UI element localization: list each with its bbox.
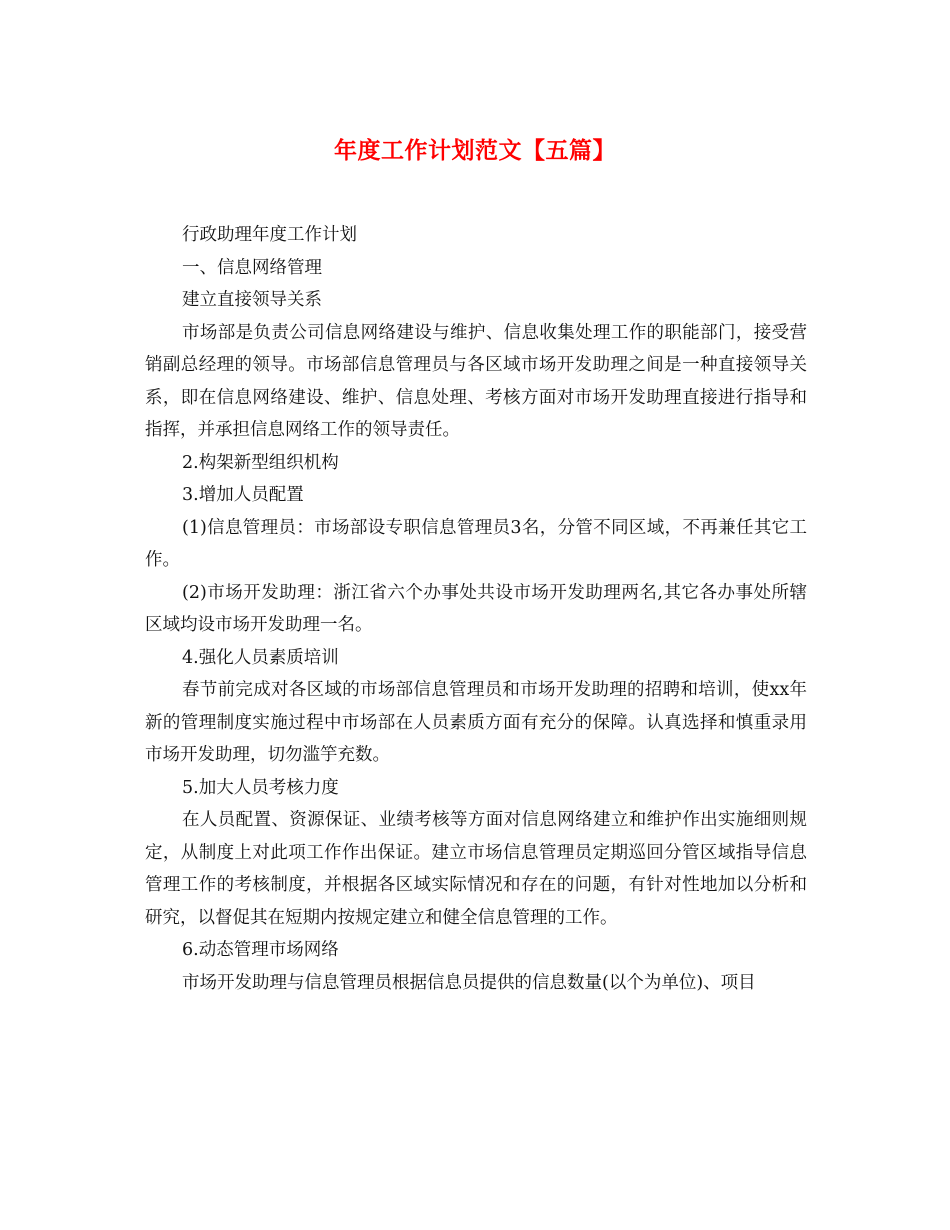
body-paragraph: 6.动态管理市场网络 bbox=[182, 940, 339, 960]
body-paragraph: 在人员配置、资源保证、业绩考核等方面对信息网络建立和维护作出实施细则规定，从制度上对此项工作作出保证。建立市场信息管理员定期巡回分管区域指导信息管理工作的考核制度，并根据各区域实际情况和存在的问题，有针对性地加以分析和研究，以督促其在短期内按规定建立和健全信息管理的工作。 bbox=[145, 810, 807, 928]
body-paragraph: 市场开发助理与信息管理员根据信息员提供的信息数量(以个为单位)、项目 bbox=[182, 972, 756, 993]
body-paragraph: (2)市场开发助理：浙江省六个办事处共设市场开发助理两名,其它各办事处所辖区域均设市场开发助理一名。 bbox=[145, 582, 807, 635]
body-paragraph: 春节前完成对各区域的市场部信息管理员和市场开发助理的招聘和培训，使xx年新的管理制度实施过程中市场部在人员素质方面有充分的保障。认真选择和慎重录用市场开发助理，切勿滥竽充数。 bbox=[145, 680, 807, 765]
body-paragraph: 4.强化人员素质培训 bbox=[182, 647, 339, 668]
body-paragraph: 2.构架新型组织机构 bbox=[182, 452, 339, 473]
body-paragraph: 3.增加人员配置 bbox=[182, 485, 304, 505]
body-paragraph: 市场部是负责公司信息网络建设与维护、信息收集处理工作的职能部门，接受营销副总经理的领导。市场部信息管理员与各区域市场开发助理之间是一种直接领导关系，即在信息网络建设、维护、信息处理、考核方面对市场开发助理直接进行指导和指挥，并承担信息网络工作的领导责任。 bbox=[145, 322, 807, 440]
body-paragraph: 建立直接领导关系 bbox=[182, 290, 322, 310]
body-paragraph: 行政助理年度工作计划 bbox=[182, 225, 357, 245]
body-paragraph: (1)信息管理员：市场部设专职信息管理员3名，分管不同区域，不再兼任其它工作。 bbox=[145, 517, 807, 570]
body-paragraph: 一、信息网络管理 bbox=[182, 257, 322, 278]
document-title: 年度工作计划范文【五篇】 bbox=[334, 137, 616, 164]
document-body bbox=[145, 219, 807, 999]
body-paragraph: 5.加大人员考核力度 bbox=[182, 777, 339, 798]
